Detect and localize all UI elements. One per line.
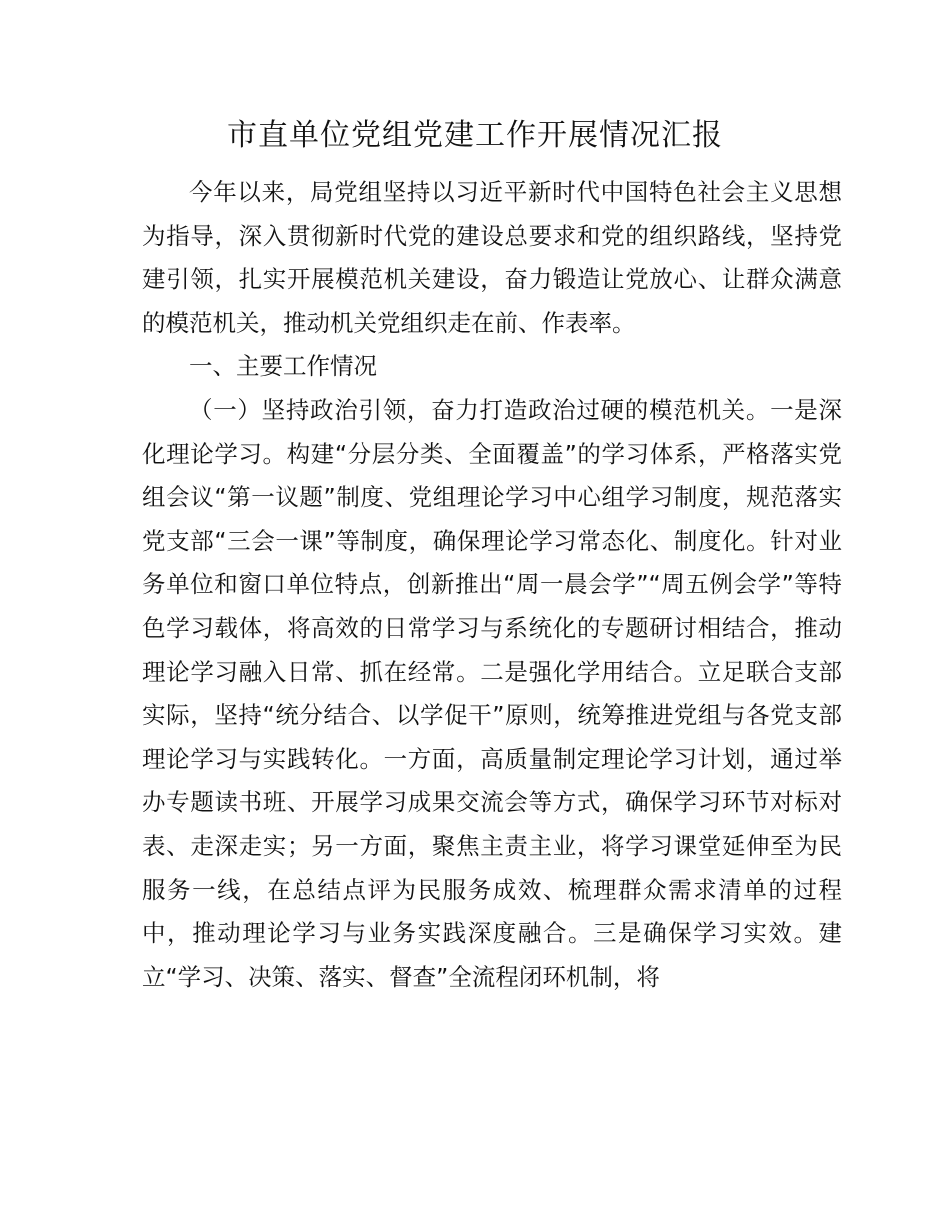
body-paragraph: （一）坚持政治引领，奋力打造政治过硬的模范机关。一是深化理论学习。构建“分层分类、全面覆盖”的学习体系，严格落实党组会议“第一议题”制度、党组理论学习中心组学习制度，规范落实党支部“三会一课”等制度，确保理论学习常态化、制度化。针对业务单位和窗口单位特点，创新推出“周一晨会学”“周五例会学”等特色学习载体，将高效的日常学习与系统化的专题研讨相结合，推动理论学习融入日常、抓在经常。二是强化学用结合。立足联合支部实际，坚持“统分结合、以学促干”原则，统筹推进党组与各党支部理论学习与实践转化。一方面，高质量制定理论学习计划，通过举办专题读书班、开展学习成果交流会等方式，确保学习环节对标对表、走深走实；另一方面，聚焦主责主业，将学习课堂延伸至为民服务一线，在总结点评为民服务成效、梳理群众需求清单的过程中，推动理论学习与业务实践深度融合。三是确保学习实效。建立“学习、决策、落实、督查”全流程闭环机制，将 [142,395,842,991]
section-heading: 一、主要工作情况 [189,352,377,381]
document-title: 市直单位党组党建工作开展情况汇报 [227,118,723,153]
document-body [142,171,842,999]
intro-paragraph: 今年以来，局党组坚持以习近平新时代中国特色社会主义思想为指导，深入贯彻新时代党的建设总要求和党的组织路线，坚持党建引领，扎实开展模范机关建设，奋力锻造让党放心、让群众满意的模范机关，推动机关党组织走在前、作表率。 [142,178,842,337]
